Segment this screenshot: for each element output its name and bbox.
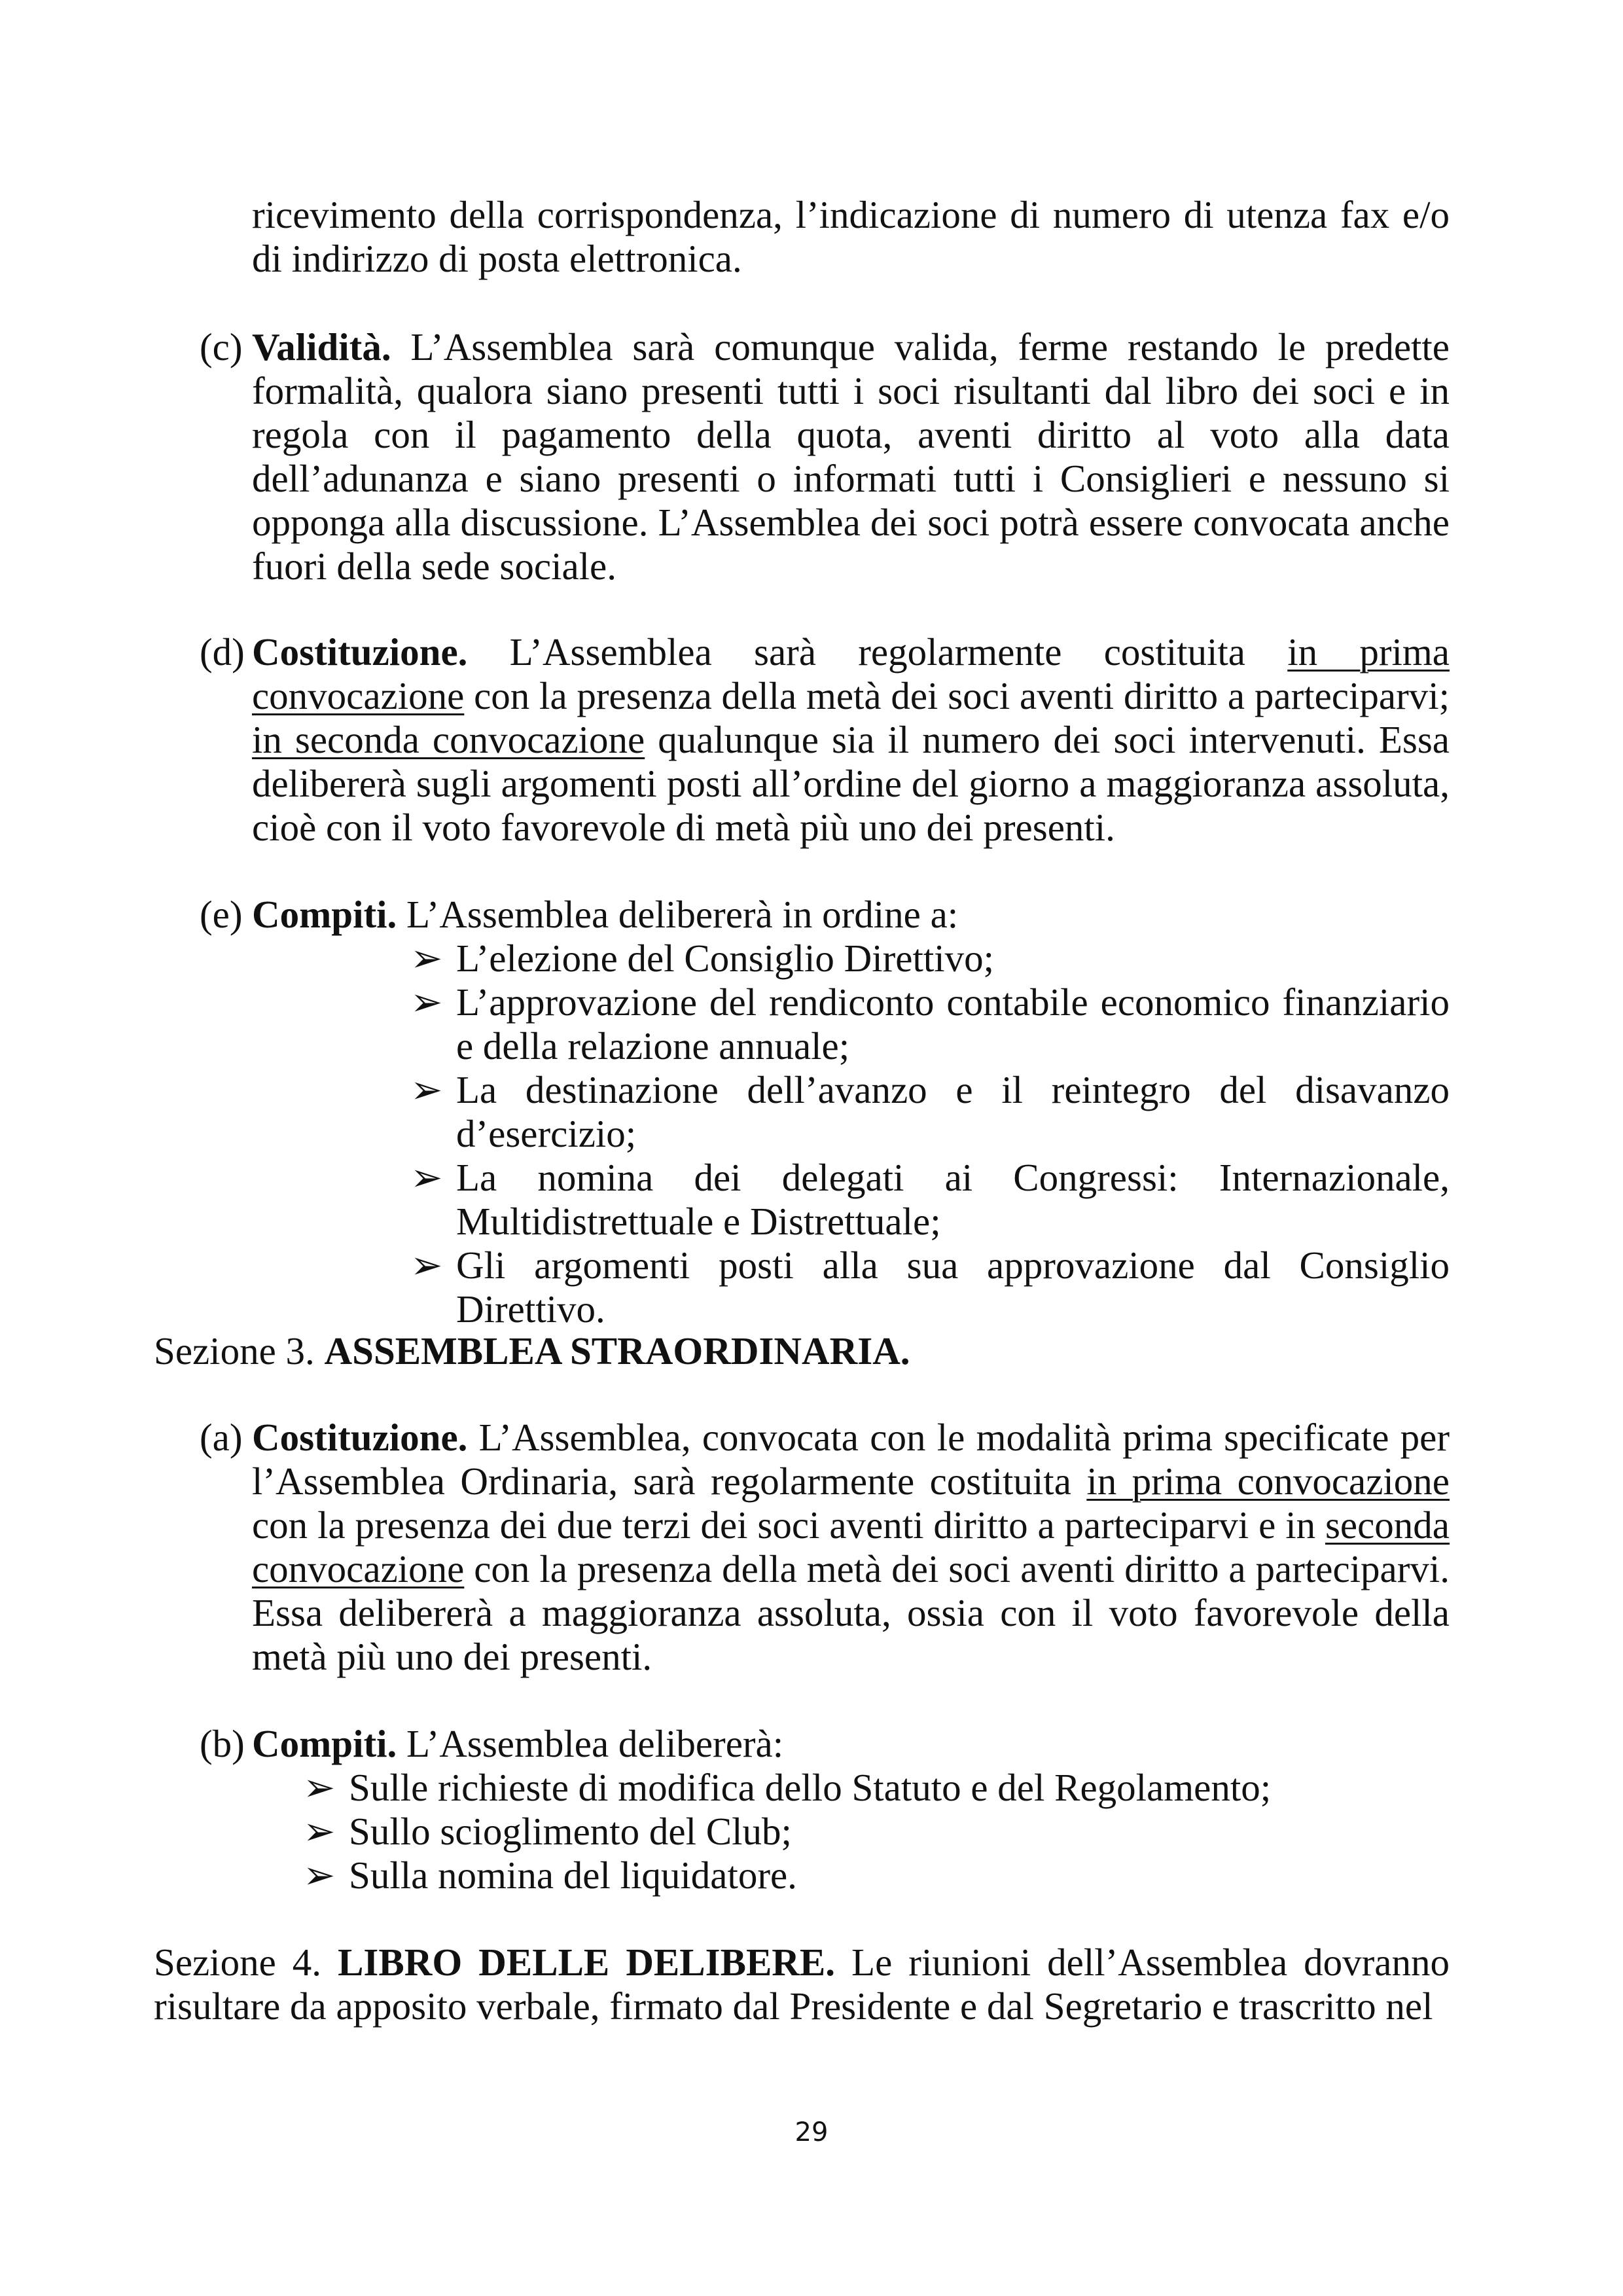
section-3-label: Sezione 3. xyxy=(154,1329,325,1372)
list-item: ➢ L’approvazione del rendiconto contabile economico finanziario e della relazione annuale; xyxy=(410,980,1450,1067)
item-e-marker: (e) xyxy=(200,893,243,936)
arrow-bullet-icon: ➢ xyxy=(410,1068,443,1111)
item-3a-text-3: con la presenza della metà dei soci aventi diritto a parteciparvi. Essa delibererà a maggioranza assoluta, ossia con il voto favorevole della metà più uno dei presenti. xyxy=(252,1547,1450,1678)
item-3a-underlined-1: in prima convocazione xyxy=(1086,1460,1450,1503)
item-3a-text-1: L’Assemblea, convocata con le modalità prima specificate per l’Assemblea Ordinaria, sarà regolarmente costituita xyxy=(252,1416,1450,1503)
item-3a-marker: (a) xyxy=(200,1416,243,1459)
item-d-underlined-2: in seconda convocazione xyxy=(252,718,645,761)
item-d-text-3: qualunque sia il numero dei soci intervenuti. Essa delibererà sugli argomenti posti all’ordine del giorno a maggioranza assoluta, cioè con il voto favorevole di metà più uno dei presenti. xyxy=(252,718,1450,849)
section-4-paragraph xyxy=(154,1941,1450,2028)
item-3a-title: Costituzione. xyxy=(252,1416,468,1459)
item-e-bullet-list xyxy=(410,937,1450,1331)
item-d-title: Costituzione. xyxy=(252,630,468,673)
section-4-text: Le riunioni dell’Assemblea dovranno risultare da apposito verbale, firmato dal Presidente e dal Segretario e trascritto nel xyxy=(154,1941,1450,2028)
item-d-marker: (d) xyxy=(200,630,245,673)
list-item: ➢ Sulle richieste di modifica dello Statuto e del Regolamento; xyxy=(303,1766,1272,1809)
arrow-bullet-icon: ➢ xyxy=(410,980,443,1024)
item-c-text: L’Assemblea sarà comunque valida, ferme restando le predette formalità, qualora siano presenti tutti i soci risultanti dal libro dei soci e in regola con il pagamento della quota, aventi diritto al voto alla data dell’adunanza e siano presenti o informati tutti i Consiglieri e nessuno si opponga alla discussione. L’Assemblea dei soci potrà essere convocata anche fuori della sede sociale. xyxy=(252,325,1450,588)
arrow-bullet-icon: ➢ xyxy=(410,937,443,980)
item-3b-text: L’Assemblea delibererà: xyxy=(397,1722,784,1765)
arrow-bullet-icon: ➢ xyxy=(303,1810,336,1853)
item-3a-paragraph xyxy=(252,1416,1450,1679)
item-3b-bullet-list xyxy=(303,1766,1450,1897)
item-d-text-2: con la presenza della metà dei soci aventi diritto a parteciparvi; xyxy=(464,674,1450,717)
arrow-bullet-icon: ➢ xyxy=(303,1766,336,1809)
section-4-label: Sezione 4. xyxy=(154,1941,338,1984)
item-d-underlined-1: in prima convocazione xyxy=(252,630,1450,717)
item-c-marker: (c) xyxy=(200,325,243,368)
item-c-paragraph xyxy=(252,325,1450,588)
item-3a-underlined-2: seconda convocazione xyxy=(252,1503,1450,1590)
list-item: ➢ L’elezione del Consiglio Direttivo; xyxy=(410,937,995,980)
item-d-text-1: L’Assemblea sarà regolarmente costituita xyxy=(467,630,1288,673)
item-e-paragraph xyxy=(252,893,1450,937)
list-item: ➢ Sulla nomina del liquidatore. xyxy=(303,1854,797,1897)
list-item: ➢ Gli argomenti posti alla sua approvazione dal Consiglio Direttivo. xyxy=(410,1244,1450,1331)
arrow-bullet-icon: ➢ xyxy=(410,1244,443,1287)
item-3b-title: Compiti. xyxy=(252,1722,397,1765)
section-4-title: LIBRO DELLE DELIBERE. xyxy=(338,1941,836,1984)
section-3-title: ASSEMBLEA STRAORDINARIA. xyxy=(324,1329,910,1372)
intro-paragraph xyxy=(252,193,1450,281)
section-3-heading xyxy=(154,1329,910,1373)
item-3b-paragraph xyxy=(252,1722,1450,1766)
list-item: ➢ Sullo scioglimento del Club; xyxy=(303,1810,792,1853)
item-3a-text-2: con la presenza dei due terzi dei soci aventi diritto a parteciparvi e in xyxy=(252,1503,1325,1547)
item-e-text: L’Assemblea delibererà in ordine a: xyxy=(397,893,959,936)
arrow-bullet-icon: ➢ xyxy=(410,1156,443,1199)
item-c-title: Validità. xyxy=(252,325,391,368)
item-3b-marker: (b) xyxy=(200,1722,245,1765)
list-item: ➢ La destinazione dell’avanzo e il reintegro del disavanzo d’esercizio; xyxy=(410,1068,1450,1155)
intro-text: ricevimento della corrispondenza, l’indicazione di numero di utenza fax e/o di indirizzo di posta elettronica. xyxy=(252,193,1450,280)
item-e-title: Compiti. xyxy=(252,893,397,936)
item-d-paragraph xyxy=(252,630,1450,850)
arrow-bullet-icon: ➢ xyxy=(303,1854,336,1897)
page-number: 29 xyxy=(794,2117,829,2147)
list-item: ➢ La nomina dei delegati ai Congressi: Internazionale, Multidistrettuale e Distrettuale; xyxy=(410,1156,1450,1243)
